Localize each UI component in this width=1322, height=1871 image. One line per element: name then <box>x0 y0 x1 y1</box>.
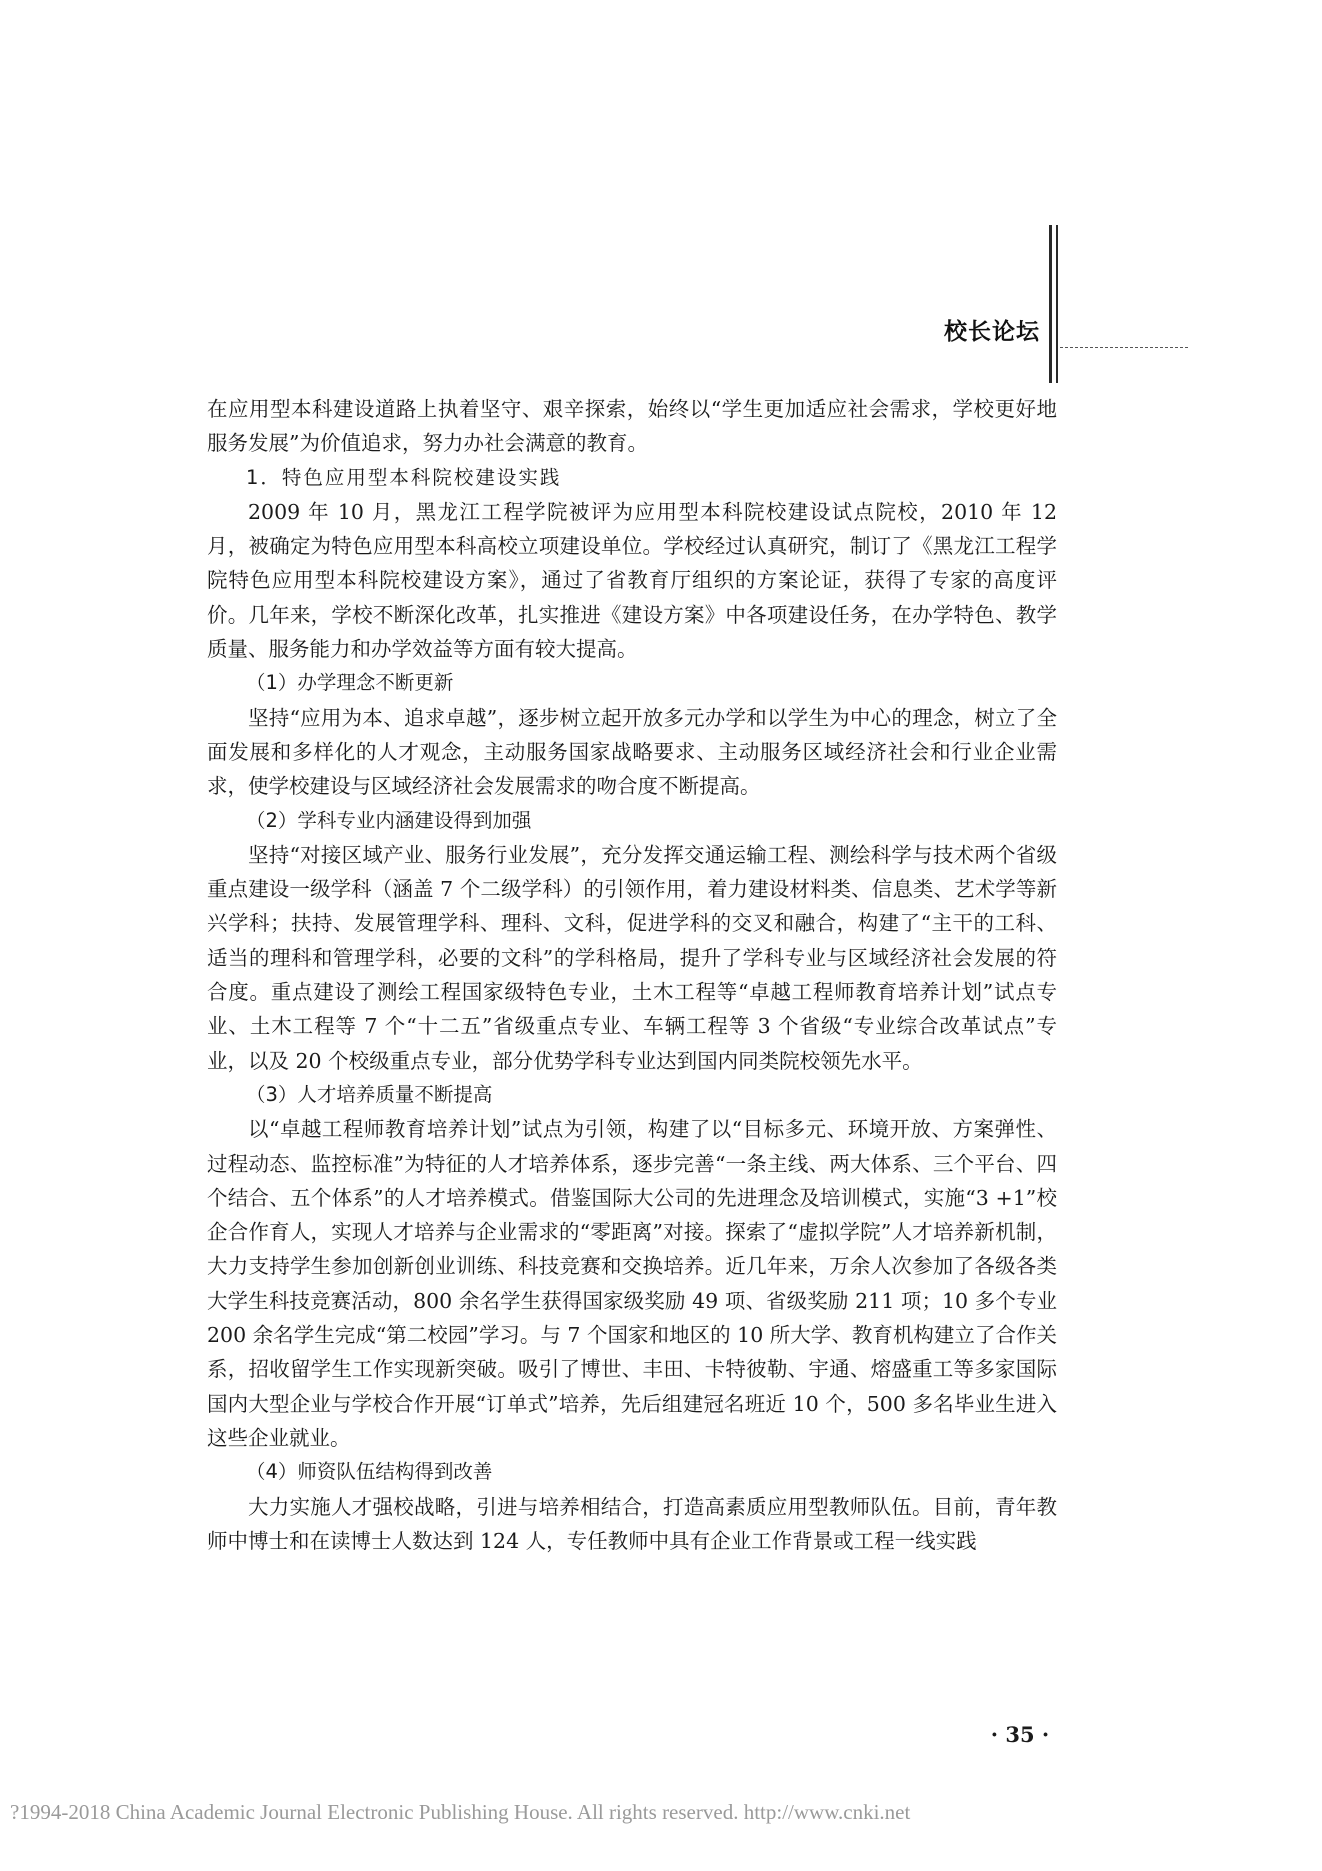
subsection-heading: （1）办学理念不断更新 <box>246 671 454 695</box>
paragraph: 2009 年 10 月，黑龙江工程学院被评为应用型本科院校建设试点院校，2010 年 12 月，被确定为特色应用型本科高校立项建设单位。学校经过认真研究，制订了《黑龙江工程学院特色应用型本科院校建设方案》，通过了省教育厅组织的方案论证，获得了专家的高度评价。几年来，学校不断深化改革，扎实推进《建设方案》中各项建设任务，在办学特色、教学质量、服务能力和办学效益等方面有较大提高。 <box>207 499 1057 662</box>
paragraph: 坚持“对接区域产业、服务行业发展”，充分发挥交通运输工程、测绘科学与技术两个省级重点建设一级学科（涵盖 7 个二级学科）的引领作用，着力建设材料类、信息类、艺术学等新兴学科；扶持、发展管理学科、理科、文科，促进学科的交叉和融合，构建了“主干的工科、适当的理科和管理学科，必要的文科”的学科格局，提升了学科专业与区域经济社会发展的符合度。重点建设了测绘工程国家级特色专业，土木工程等“卓越工程师教育培养计划”试点专业、土木工程等 7 个“十二五”省级重点专业、车辆工程等 3 个省级“专业综合改革试点”专业，以及 20 个校级重点专业，部分优势学科专业达到国内同类院校领先水平。 <box>207 842 1057 1073</box>
section-heading: 1．特色应用型本科院校建设实践 <box>246 465 562 489</box>
article-body <box>207 392 1057 1558</box>
header-vertical-rule-left <box>1049 225 1052 383</box>
paragraph-continued: 在应用型本科建设道路上执着坚守、艰辛探索，始终以“学生更加适应社会需求，学校更好地服务发展”为价值追求，努力办社会满意的教育。 <box>207 397 1057 456</box>
copyright-footer: ?1994-2018 China Academic Journal Electronic Publishing House. All rights reserved. http://www.cnki.net <box>10 1800 911 1824</box>
subsection-heading: （2）学科专业内涵建设得到加强 <box>246 808 532 832</box>
paragraph: 以“卓越工程师教育培养计划”试点为引领，构建了以“目标多元、环境开放、方案弹性、过程动态、监控标准”为特征的人才培养体系，逐步完善“一条主线、两大体系、三个平台、四个结合、五个体系”的人才培养模式。借鉴国际大公司的先进理念及培训模式，实施“3 +1”校企合作育人，实现人才培养与企业需求的“零距离”对接。探索了“虚拟学院”人才培养新机制，大力支持学生参加创新创业训练、科技竞赛和交换培养。近几年来，万余人次参加了各级各类大学生科技竞赛活动，800 余名学生获得国家级奖励 49 项、省级奖励 211 项；10 多个专业 200 余名学生完成“第二校园”学习。与 7 个国家和地区的 10 所大学、教育机构建立了合作关系，招收留学生工作实现新突破。吸引了博世、丰田、卡特彼勒、宇通、熔盛重工等多家国际国内大型企业与学校合作开展“订单式”培养，先后组建冠名班近 10 个，500 多名毕业生进入这些企业就业。 <box>207 1117 1057 1450</box>
subsection-heading: （3）人才培养质量不断提高 <box>246 1082 493 1106</box>
page-number: · 35 · <box>990 1722 1050 1747</box>
paragraph: 大力实施人才强校战略，引进与培养相结合，打造高素质应用型教师队伍。目前，青年教师中博士和在读博士人数达到 124 人，专任教师中具有企业工作背景或工程一线实践 <box>207 1494 1057 1553</box>
section-label: 校长论坛 <box>944 319 1040 345</box>
header-vertical-rule-right <box>1056 225 1058 383</box>
paragraph: 坚持“应用为本、追求卓越”，逐步树立起开放多元办学和以学生为中心的理念，树立了全面发展和多样化的人才观念，主动服务国家战略要求、主动服务区域经济社会和行业企业需求，使学校建设与区域经济社会发展需求的吻合度不断提高。 <box>207 705 1057 799</box>
header-dashed-rule <box>1060 347 1188 348</box>
subsection-heading: （4）师资队伍结构得到改善 <box>246 1460 493 1484</box>
